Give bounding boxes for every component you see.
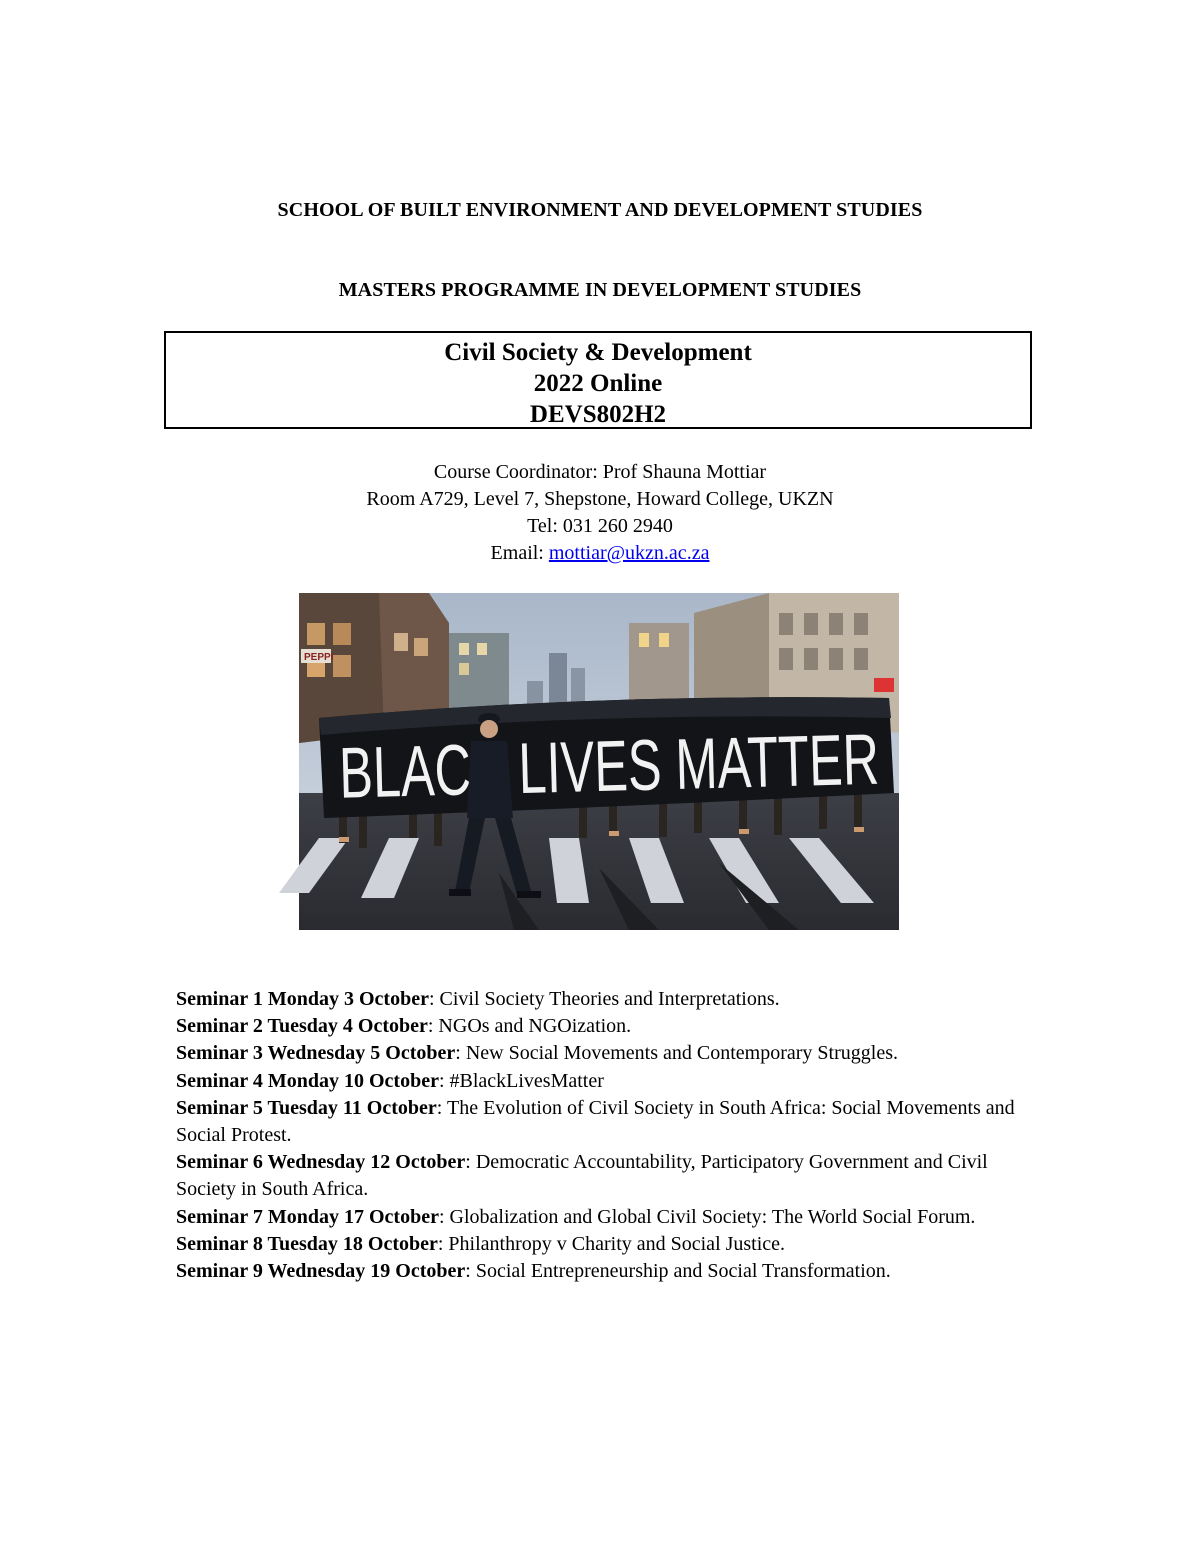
seminar-topic: : New Social Movements and Contemporary Struggles. — [455, 1042, 898, 1065]
seminar-title: Seminar 8 Tuesday 18 October — [176, 1232, 438, 1255]
course-name: Civil Society & Development — [444, 339, 752, 366]
school-heading: SCHOOL OF BUILT ENVIRONMENT AND DEVELOPMENT STUDIES — [277, 199, 923, 221]
seminar-item — [176, 986, 1036, 1013]
coordinator-line: Course Coordinator: Prof Shauna Mottiar — [433, 461, 767, 483]
seminar-topic: : Civil Society Theories and Interpretations. — [428, 988, 780, 1010]
seminar-schedule — [176, 986, 1036, 1285]
seminar-item — [176, 1040, 1036, 1067]
shop-sign: PEPPI — [304, 652, 334, 663]
seminar-topic: : Philanthropy v Charity and Social Justice. — [437, 1232, 786, 1255]
course-title-box — [164, 331, 1032, 429]
seminar-title: Seminar 2 Tuesday 4 October — [176, 1015, 428, 1038]
seminar-item — [176, 1204, 1036, 1231]
seminar-title: Seminar 3 Wednesday 5 October — [176, 1042, 456, 1065]
seminar-topic: : Democratic Accountability, Participatory Government and Civil Society in South Africa. — [176, 1151, 988, 1201]
seminar-topic: : Social Entrepreneurship and Social Transformation. — [465, 1260, 891, 1283]
seminar-item — [176, 1231, 1036, 1258]
seminar-item — [176, 1068, 1036, 1095]
seminar-item — [176, 1149, 1036, 1203]
course-year: 2022 Online — [533, 370, 663, 397]
banner-text: BLACK LIVES MATTER — [338, 713, 1111, 814]
contact-block — [0, 459, 1200, 567]
programme-heading: MASTERS PROGRAMME IN DEVELOPMENT STUDIES — [338, 279, 862, 301]
tel-line: Tel: 031 260 2940 — [527, 515, 673, 537]
seminar-title: Seminar 1 Monday 3 October — [176, 988, 429, 1010]
seminar-topic: : Globalization and Global Civil Society: The World Social Forum. — [438, 1205, 976, 1228]
seminar-title: Seminar 4 Monday 10 October — [176, 1069, 439, 1092]
course-code: DEVS802H2 — [529, 401, 667, 428]
email-line — [0, 540, 1200, 567]
email-link[interactable]: mottiar@ukzn.ac.za — [548, 542, 710, 564]
seminar-title: Seminar 5 Tuesday 11 October — [176, 1096, 437, 1119]
seminar-item — [176, 1095, 1036, 1149]
seminar-title: Seminar 6 Wednesday 12 October — [176, 1151, 466, 1174]
seminar-topic: : #BlackLivesMatter — [438, 1069, 604, 1092]
seminar-item — [176, 1258, 1036, 1285]
protest-photo — [299, 593, 1111, 930]
seminar-topic: : The Evolution of Civil Society in South Africa: Social Movements and Social Protest. — [176, 1096, 1015, 1147]
seminar-title: Seminar 7 Monday 17 October — [176, 1205, 439, 1228]
seminar-title: Seminar 9 Wednesday 19 October — [176, 1260, 466, 1283]
room-line: Room A729, Level 7, Shepstone, Howard College, UKZN — [366, 488, 834, 510]
email-label: Email: — [490, 542, 549, 564]
seminar-topic: : NGOs and NGOization. — [427, 1015, 632, 1038]
seminar-item — [176, 1013, 1036, 1040]
